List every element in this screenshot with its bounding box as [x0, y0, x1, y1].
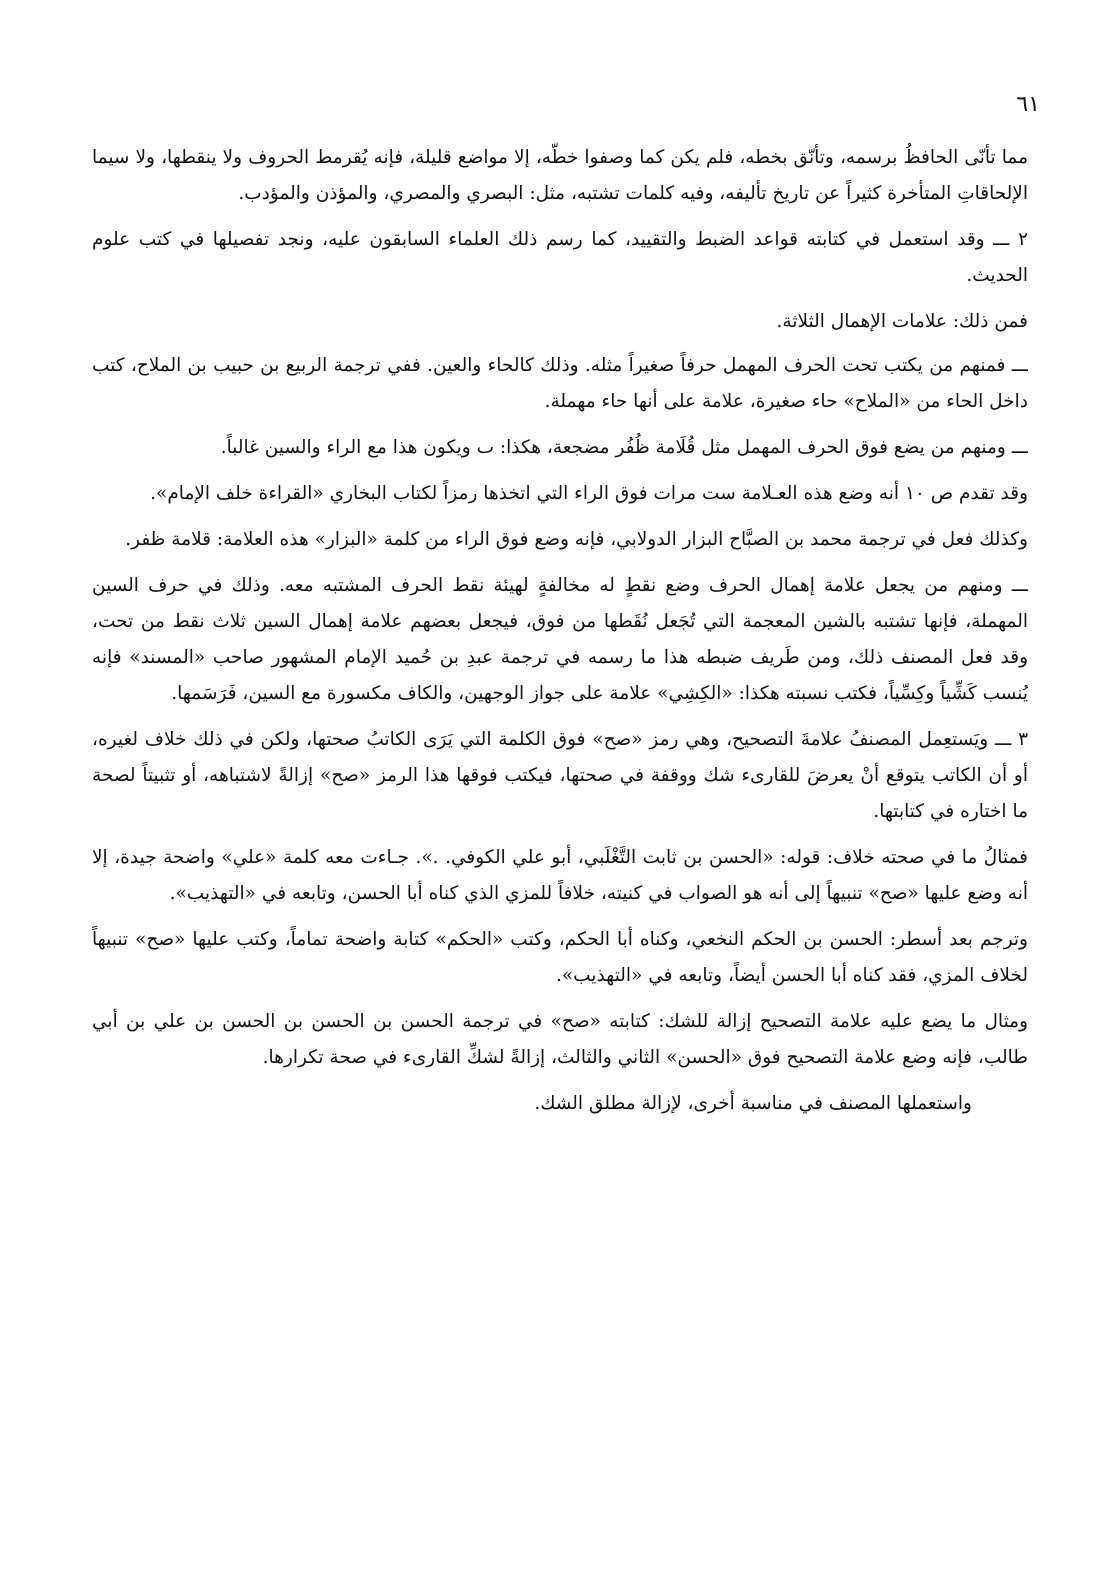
paragraph-3: فمن ذلك: علامات الإهمال الثلاثة.: [776, 311, 1028, 332]
paragraph-9: ٣ ـــ ويَستعِمل المصنفُ علامةَ التصحيح، وهي رمز «صح» فوق الكلمة التي يَرَى الكاتبُ صحتها، ولكن في ذلك خلاف لغيره، أو أن الكاتب يتوقع أنْ يعرضَ للقارىء شك ووقفة في صحتها، فيكتب فوقها هذا الرمز «صح» إزالةً لاشتباهه، أو تثبيتاً لصحة ما اختاره في كتابتها.: [92, 729, 1028, 822]
paragraph-7: وكذلك فعل في ترجمة محمد بن الصبَّاح البزار الدولابي، فإنه وضع فوق الراء من كلمة «البزار» هذه العلامة: قلامة ظفر.: [125, 529, 1028, 550]
paragraph-10: فمثالُ ما في صحته خلاف: قوله: «الحسن بن ثابت التَّغْلَبي، أبو علي الكوفي. .». جـاءت معه كلمة «علي» واضحة جيدة، إلا أنه وضع عليها «صح» تنبيهاً إلى أنه هو الصواب في كنيته، خلافاً للمزي الذي كناه أبا الحسن، وتابعه في «التهذيب».: [92, 847, 1028, 904]
paragraph-13: واستعملها المصنف في مناسبة أخرى، لإزالة مطلق الشك.: [534, 1093, 972, 1114]
body-text: [92, 140, 1028, 1512]
page-number: ٦١: [1016, 92, 1040, 117]
paragraph-11: وترجم بعد أسطر: الحسن بن الحكم النخعي، وكناه أبا الحكم، وكتب «الحكم» كتابة واضحة تماماً، وكتب عليها «صح» تنبيهاً لخلاف المزي، فقد كناه أبا الحسن أيضاً، وتابعه في «التهذيب».: [92, 929, 1028, 986]
paragraph-8: ـــ ومنهم من يجعل علامة إهمال الحرف وضع نقطٍ له مخالفةٍ لهيئة نقط الحرف المشتبه معه. وذلك في حرف السين المهملة، فإنها تشتبه بالشين المعجمة التي تُجَعل نُقَطها من فوق، فيجعل بعضهم علامة إهمال السين ثلاث نقط من تحت، وقد فعل المصنف ذلك، ومن طَريف ضبطه هذا ما رسمه في ترجمة عبدِ بن حُميد الإمام المشهور صاحب «المسند» فإنه يُنسب كَشِّياً وكِسِّياً، فكتب نسبته هكذا: «الكِشِي» علامة على جواز الوجهين، والكاف مكسورة مع السين، فَرَسَمها.: [92, 575, 1028, 704]
paragraph-1: مما تأنّى الحافظُ برسمه، وتأنّق بخطه، فلم يكن كما وصفوا خطّه، إلا مواضع قليلة، فإنه يُقرمط الحروف ولا ينقطها، ولا سيما الإلحاقاتِ المتأخرة كثيراً عن تاريخ تأليفه، وفيه كلمات تشتبه، مثل: البصري والمصري، والمؤذن والمؤدب.: [92, 147, 1028, 204]
paragraph-4: ـــ فمنهم من يكتب تحت الحرف المهمل حرفاً صغيراً مثله. وذلك كالحاء والعين. ففي ترجمة الربيع بن حبيب بن الملاح، كتب داخل الحاء من «الملاح» حاء صغيرة، علامة على أنها حاء مهملة.: [92, 355, 1028, 412]
paragraph-5: ـــ ومنهم من يضع فوق الحرف المهمل مثل قُلَامة ظُفُر مضجعة، هكذا: ٮ ويكون هذا مع الراء والسين غالباً.: [220, 437, 1028, 458]
paragraph-6: وقد تقدم ص ١٠ أنه وضع هذه العـلامة ست مرات فوق الراء التي اتخذها رمزاً لكتاب البخاري «القراءة خلف الإمام».: [150, 483, 1028, 504]
paragraph-12: ومثال ما يضع عليه علامة التصحيح إزالة للشك: كتابته «صح» في ترجمة الحسن بن الحسن بن الحسن بن علي بن أبي طالب، فإنه وضع علامة التصحيح فوق «الحسن» الثاني والثالث، إزالةً لشكِّ القارىء في صحة تكرارها.: [92, 1011, 1028, 1068]
paragraph-2: ٢ ـــ وقد استعمل في كتابته قواعد الضبط والتقييد، كما رسم ذلك العلماء السابقون عليه، ونجد تفصيلها في كتب علوم الحديث.: [92, 229, 1028, 286]
